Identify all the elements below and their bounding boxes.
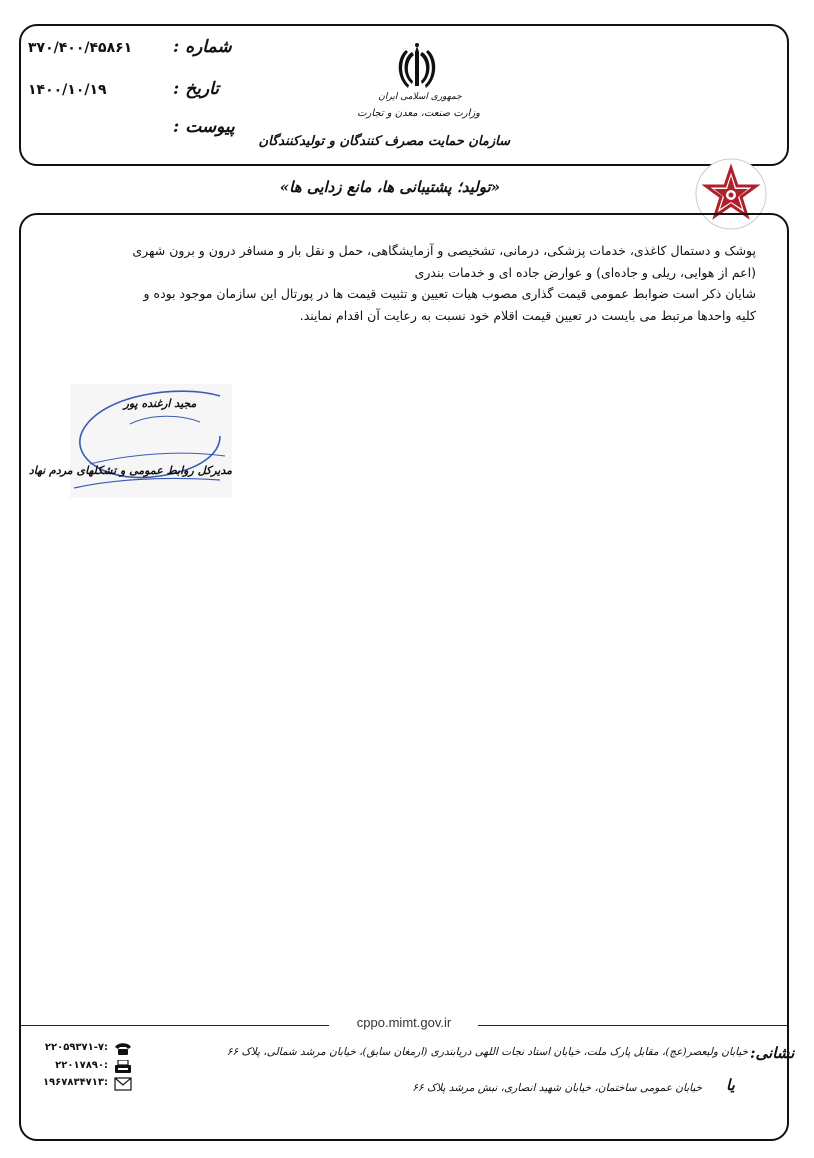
telephone-icon [114,1042,132,1056]
phone-row [40,1042,132,1056]
fax-icon [114,1060,132,1074]
footer-divider-left [21,1025,329,1026]
address-or-label: یا [726,1076,735,1094]
envelope-icon [114,1077,132,1091]
phone-number: ۲۲۰۵۹۳۷۱-۷: [44,1042,108,1053]
letter-body-frame [19,213,789,1141]
postal-code: ۱۹۶۷۸۳۴۷۱۳: [42,1077,108,1088]
year-slogan: «تولید؛ پشتیبانی ها، مانع زدایی ها» [279,178,500,196]
gov-line-organization: سازمان حمایت مصرف کنندگان و تولیدکنندگان [258,134,510,149]
letter-date-label: تاریخ : [173,79,220,99]
address-line-2: خیابان عمومی ساختمان، خیابان شهید انصاری، نبش مرشد پلاک ۶۶ [412,1082,702,1094]
letter-number-label: شماره : [173,37,232,57]
gov-line-republic: جمهوری اسلامی ایران [378,92,462,102]
letter-date: ۱۴۰۰/۱۰/۱۹ [28,82,107,98]
signatory-title: مدیرکل روابط عمومی و تشکلهای مردم نهاد [28,464,232,477]
body-line: پوشک و دستمال کاغذی، خدمات پزشکی، درمانی، تشخیصی و آزمایشگاهی، حمل و نقل بار و مسافر درون و برون شهری [132,243,756,258]
body-line: شایان ذکر است ضوابط عمومی قیمت گذاری مصوب هیات تعیین و تثبیت قیمت ها در پورتال این سازمان موجود بوده و [143,286,756,301]
signatory-name: مجید ارغنده پور [123,397,197,410]
iran-emblem-icon [394,42,440,92]
postal-row [40,1077,132,1091]
fax-row [40,1060,132,1074]
body-line: کلیه واحدها مرتبط می بایست در تعیین قیمت اقلام خود نسبت به رعایت آن اقدام نمایند. [299,307,756,323]
address-label: نشانی: [750,1044,795,1062]
fax-number: ۲۲۰۱۷۸۹۰: [55,1060,108,1071]
website-link[interactable]: cppo.mimt.gov.ir [356,1015,452,1030]
footer-divider-right [478,1025,787,1026]
address-line-1: خیابان ولیعصر(عج)، مقابل پارک ملت، خیابان استاد نجات اللهی دریابندری (ارمغان سابق)، خیابان مرشد شمالی، پلاک ۶۶ [226,1046,748,1058]
letter-number: ۳۷۰/۴۰۰/۴۵۸۶۱ [28,40,133,56]
gov-line-ministry: وزارت صنعت، معدن و تجارت [357,108,480,119]
letter-body-text [132,240,756,326]
attachment-label: پیوست : [173,117,235,137]
body-line: (اعم از هوایی، ریلی و جاده‌ای) و عوارض جاده ای و خدمات بندری [414,264,756,280]
